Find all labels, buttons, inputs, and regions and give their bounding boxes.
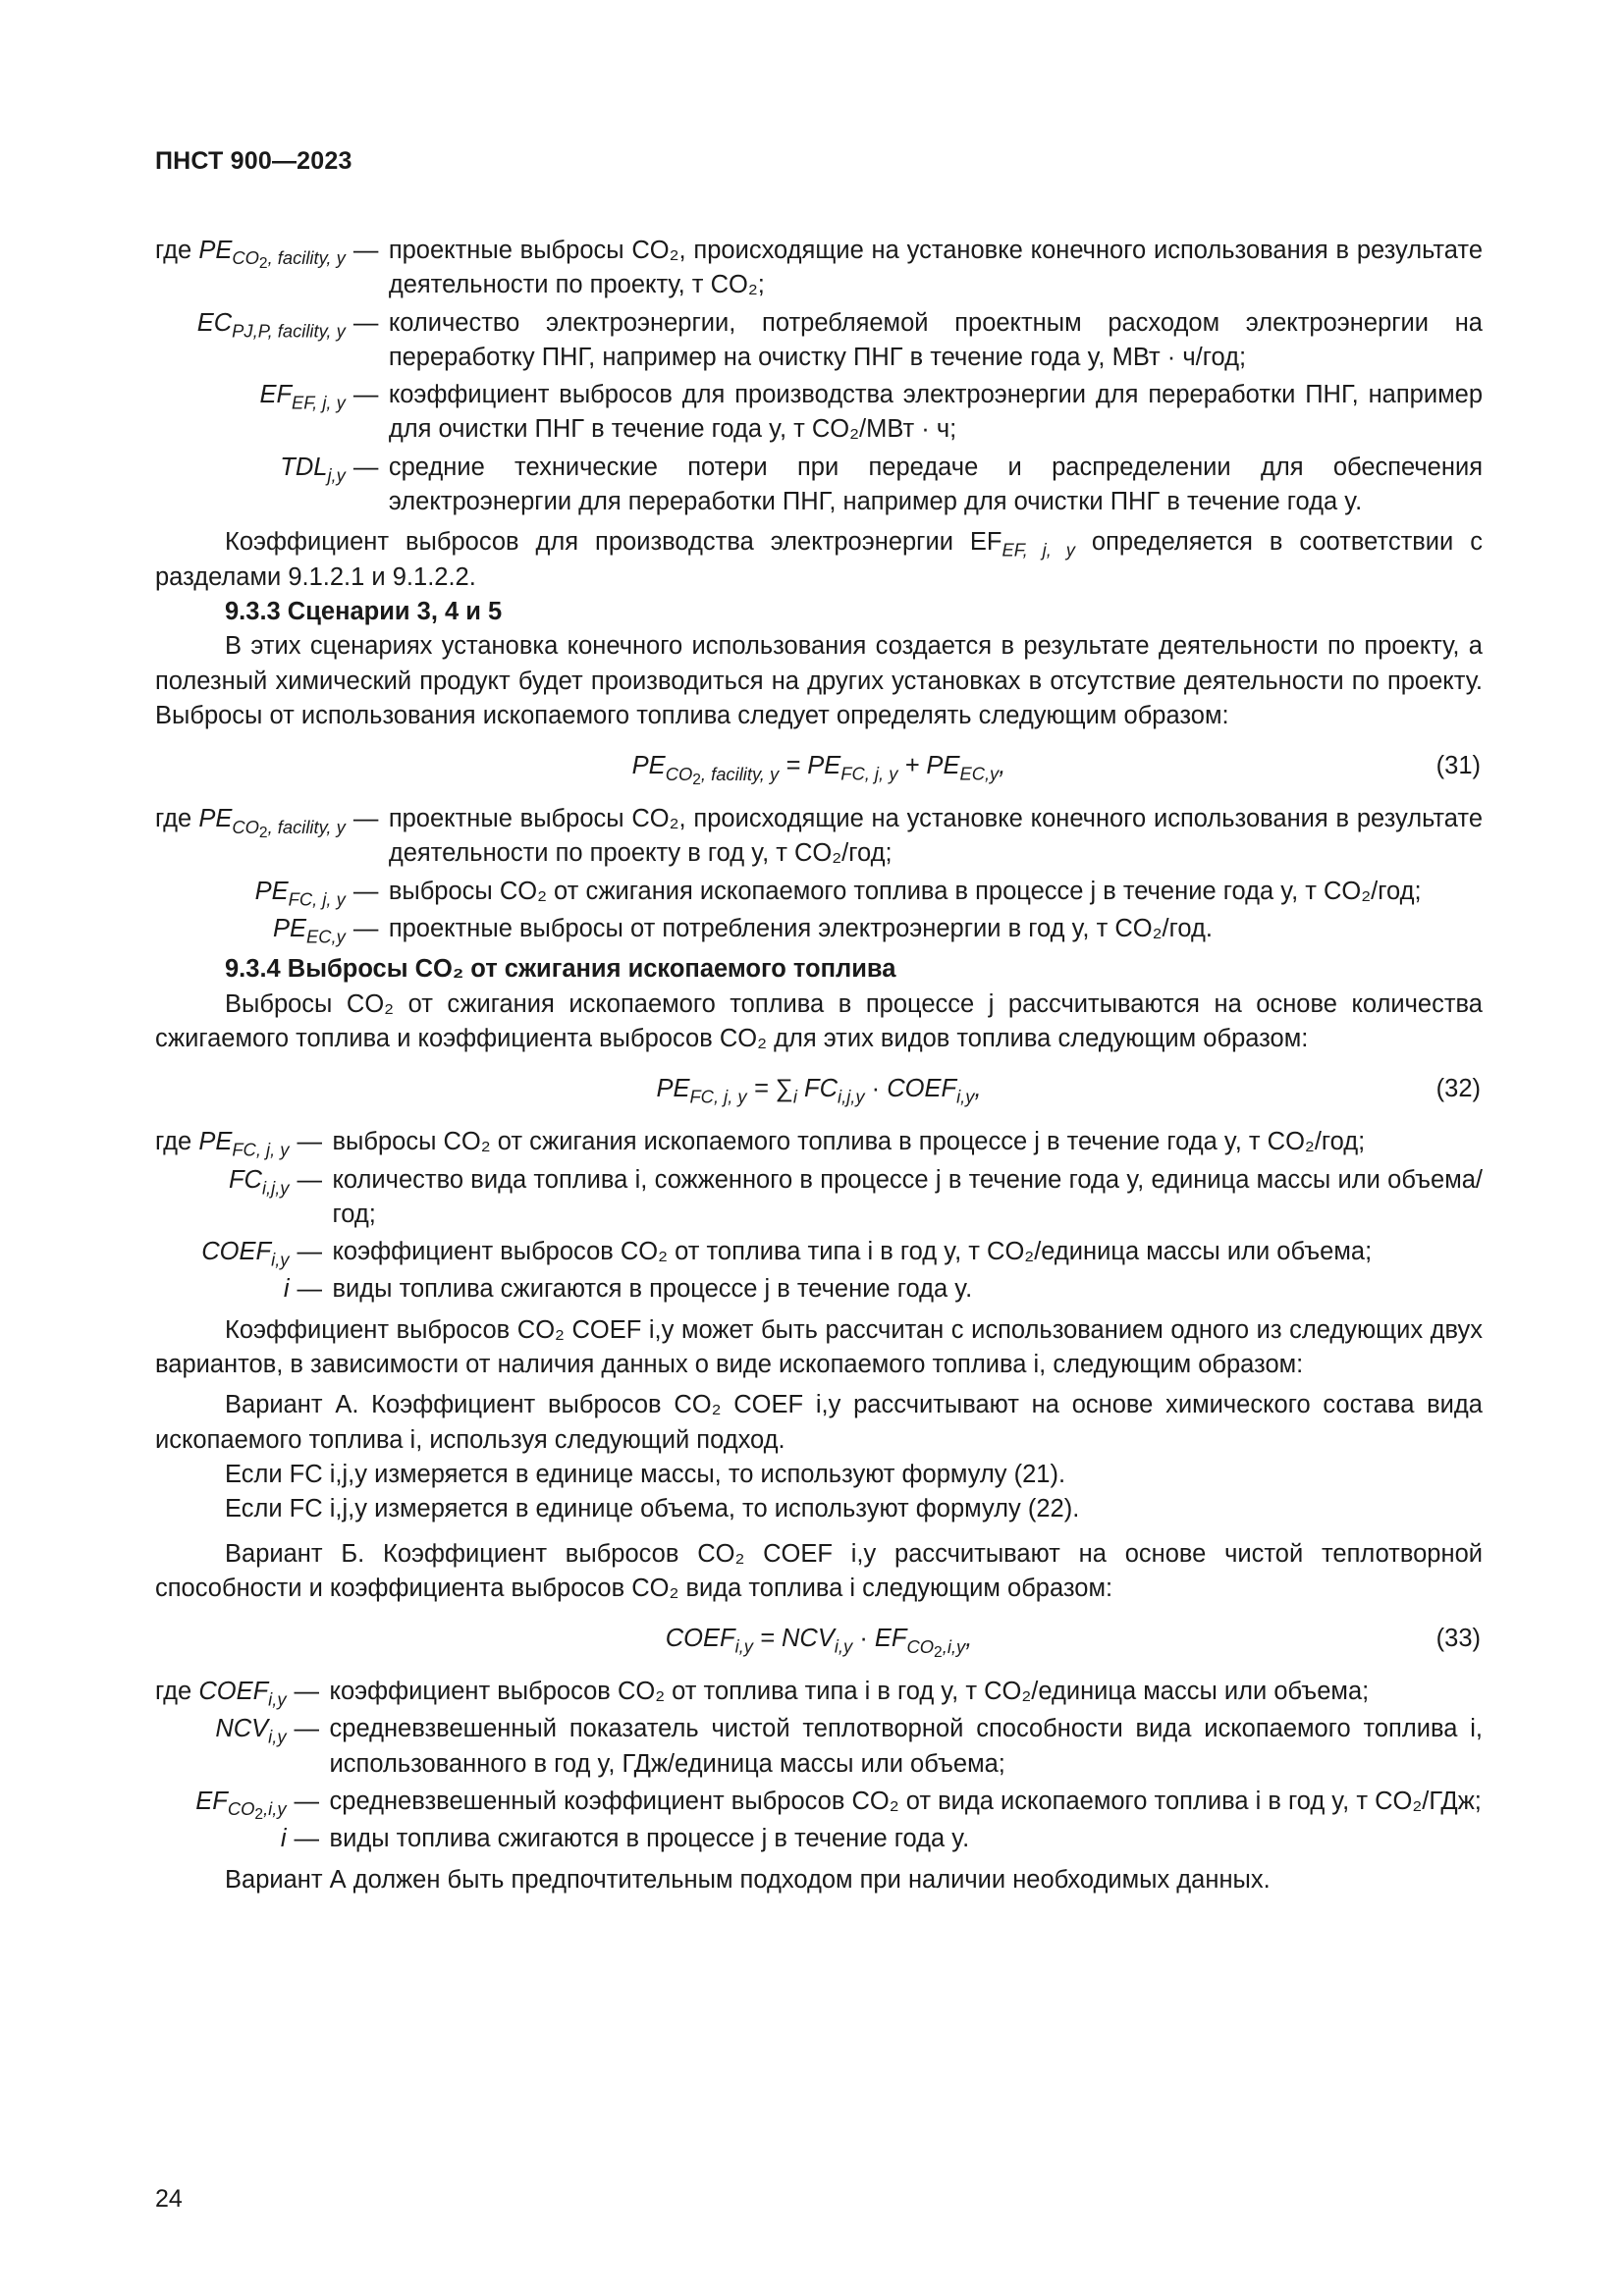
definition-symbol: $PE_{EC,y}$: [272, 915, 346, 947]
paragraph-variant-b: Вариант Б. Коэффициент выбросов CO₂ COEF i,y рассчитывают на основе чистой теплотворной способности и коэффициента выбросов CO₂ вида топлива i следующим образом:: [155, 1539, 1483, 1602]
paragraph-variant-a: Вариант А. Коэффициент выбросов CO₂ COEF i,y рассчитывают на основе химического состава вида ископаемого топлива i, используя следующий подход.: [155, 1391, 1483, 1454]
equation-31-expression: $PE_{CO_2, facility, y} = PE_{FC, j, y} + PE_{EC,y}$,: [631, 752, 1006, 788]
section-9-3-3-text: В этих сценариях установка конечного использования создается в результате деятельности по проекту, а полезный химический продукт будет производиться на других установках в отсутствие деятельности по проекту. Выбросы от использования ископаемого топлива следует определять следующим образом:: [155, 632, 1483, 729]
paragraph-coef-options: Коэффициент выбросов CO₂ COEF i,y может быть рассчитан с использованием одного из следующих двух вариантов, в зависимости от наличия данных о виде ископаемого топлива i, следующим образом:: [155, 1315, 1483, 1379]
definitions-block-4: [155, 1675, 1483, 1856]
equation-33-number: (33): [1435, 1625, 1481, 1653]
definition-symbol: $FC_{i,j,y}$: [228, 1165, 290, 1198]
definition-row: i — виды топлива сжигаются в процессе j в течение года y.: [155, 1269, 1483, 1307]
definition-text: средние технические потери при передаче и распределении для обеспечения электроэнергии для переработки ПНГ, например для очистки ПНГ в течение года y.: [388, 453, 1483, 516]
definition-symbol: $EC_{PJ,P, facility, y}$: [196, 308, 346, 342]
paragraph-ef-coefficient: Коэффициент выбросов для производства электроэнергии $EF_{EF, j, y}$ определяется в соответствии с разделами 9.1.2.1 и 9.1.2.2.: [155, 528, 1483, 591]
definition-text: средневзвешенный показатель чистой теплотворной способности вида ископаемого топлива i, использованного в год y, ГДж/единица массы или объема;: [329, 1715, 1483, 1778]
definition-row: $EC_{PJ,P, facility, y}$ — количество электроэнергии, потребляемой проектным расходом электроэнергии на переработку ПНГ, например на очистку ПНГ в течение года y, МВт · ч/год;: [155, 303, 1483, 376]
definition-text: виды топлива сжигаются в процессе j в течение года y.: [332, 1275, 973, 1304]
definition-text: коэффициент выбросов CO₂ от топлива типа i в год y, т CO₂/единица массы или объема;: [329, 1678, 1370, 1706]
definition-symbol: $NCV_{i,y}$: [215, 1715, 287, 1747]
definition-symbol: где $PE_{CO_2, facility, y}$: [155, 237, 346, 273]
definition-text: коэффициент выбросов CO₂ от топлива типа i в год y, т CO₂/единица массы или объема;: [332, 1238, 1373, 1266]
definition-row: $NCV_{i,y}$ — средневзвешенный показатель чистой теплотворной способности вида ископаемого топлива i, использованного в год y, ГДж/единица массы или объема;: [155, 1709, 1483, 1782]
definition-symbol: где $COEF_{i,y}$: [155, 1678, 287, 1710]
definition-row: $FC_{i,j,y}$ — количество вида топлива i, сожженного в процессе j в течение года y, единица массы или объема/год;: [155, 1160, 1483, 1233]
equation-32: [155, 1066, 1483, 1109]
definition-text: количество вида топлива i, сожженного в процессе j в течение года y, единица массы или объема/год;: [332, 1165, 1483, 1228]
page-number: 24: [155, 2185, 183, 2213]
definitions-block-2: [155, 802, 1483, 946]
definition-row: $TDL_{j,y}$ — средние технические потери при передаче и распределении для обеспечения электроэнергии для переработки ПНГ, например для очистки ПНГ в течение года y.: [155, 448, 1483, 520]
definition-symbol: i: [280, 1825, 287, 1853]
definition-symbol: $TDL_{j,y}$: [280, 453, 346, 486]
definition-row: $COEF_{i,y}$ — коэффициент выбросов CO₂ от топлива типа i в год y, т CO₂/единица массы или объема;: [155, 1232, 1483, 1269]
definition-row: [155, 234, 1483, 303]
paragraph-mass-unit: Если FC i,j,y измеряется в единице массы, то используют формулу (21).: [225, 1460, 1066, 1488]
definitions-block-1: [155, 234, 1483, 519]
definition-symbol: $COEF_{i,y}$: [201, 1238, 290, 1270]
section-9-3-4-heading: 9.3.4 Выбросы CO₂ от сжигания ископаемого топлива: [225, 955, 896, 984]
section-9-3-3-heading: 9.3.3 Сценарии 3, 4 и 5: [225, 597, 503, 625]
equation-31-number: (31): [1435, 752, 1481, 780]
definition-row: где $COEF_{i,y}$ — коэффициент выбросов CO₂ от топлива типа i в год y, т CO₂/единица массы или объема;: [155, 1675, 1483, 1709]
equation-32-number: (32): [1435, 1075, 1481, 1103]
definition-text: виды топлива сжигаются в процессе j в течение года y.: [329, 1825, 970, 1853]
definition-row: i — виды топлива сжигаются в процессе j в течение года y.: [155, 1819, 1483, 1856]
definition-row: где $PE_{CO_2, facility, y}$ — проектные выбросы CO₂, происходящие на установке конечного использования в результате деятельности по проекту в год y, т CO₂/год;: [155, 802, 1483, 872]
definition-row: где $PE_{FC, j, y}$ — выбросы CO₂ от сжигания ископаемого топлива в процессе j в течение года y, т CO₂/год;: [155, 1125, 1483, 1159]
definition-symbol: где $PE_{FC, j, y}$: [155, 1128, 290, 1160]
definition-text: средневзвешенный коэффициент выбросов CO₂ от вида ископаемого топлива i в год y, т CO₂/ГДж;: [329, 1787, 1482, 1815]
equation-32-expression: $PE_{FC, j, y} = \sum_i$ $FC_{i,j,y}$ · $COEF_{i,y}$,: [656, 1075, 982, 1107]
definition-text: выбросы CO₂ от сжигания ископаемого топлива в процессе j в течение года y, т CO₂/год;: [388, 877, 1422, 905]
definition-row: $EF_{EF, j, y}$ — коэффициент выбросов для производства электроэнергии для переработки ПНГ, например для очистки ПНГ в течение года y, т CO₂/МВт · ч;: [155, 375, 1483, 448]
definition-text: проектные выбросы от потребления электроэнергии в год y, т CO₂/год.: [388, 915, 1213, 943]
definition-symbol: где $PE_{CO_2, facility, y}$: [155, 805, 346, 841]
definition-row: $EF_{CO_2,i,y}$ — средневзвешенный коэффициент выбросов CO₂ от вида ископаемого топлива i в год y, т CO₂/ГДж;: [155, 1782, 1483, 1819]
definitions-block-3: [155, 1125, 1483, 1307]
definition-dash: —: [352, 237, 379, 264]
definition-text: выбросы CO₂ от сжигания ископаемого топлива в процессе j в течение года y, т CO₂/год;: [332, 1128, 1366, 1156]
definition-text: проектные выбросы CO₂, происходящие на установке конечного использования в результате деятельности по проекту в год y, т CO₂/год;: [388, 805, 1483, 868]
equation-31: [155, 743, 1483, 786]
definition-text: проектные выбросы CO₂, происходящие на установке конечного использования в результате деятельности по проекту, т CO₂;: [388, 237, 1483, 299]
definition-row: $PE_{EC,y}$ — проектные выбросы от потребления электроэнергии в год y, т CO₂/год.: [155, 909, 1483, 946]
definition-text: количество электроэнергии, потребляемой проектным расходом электроэнергии на переработку ПНГ, например на очистку ПНГ в течение года y, МВт · ч/год;: [388, 308, 1483, 371]
equation-33: [155, 1616, 1483, 1659]
paragraph-volume-unit: Если FC i,j,y измеряется в единице объема, то используют формулу (22).: [225, 1495, 1080, 1523]
definition-symbol: $EF_{CO_2,i,y}$: [195, 1787, 287, 1824]
document-body: [155, 234, 1483, 1897]
definition-row: $PE_{FC, j, y}$ — выбросы CO₂ от сжигания ископаемого топлива в процессе j в течение года y, т CO₂/год;: [155, 872, 1483, 909]
definition-text: коэффициент выбросов для производства электроэнергии для переработки ПНГ, например для очистки ПНГ в течение года y, т CO₂/МВт · ч;: [388, 381, 1483, 444]
definition-symbol: $EF_{EF, j, y}$: [259, 381, 346, 413]
section-9-3-4-text: Выбросы CO₂ от сжигания ископаемого топлива в процессе j рассчитываются на основе количества сжигаемого топлива и коэффициента выбросов CO₂ для этих видов топлива следующим образом:: [155, 989, 1483, 1052]
definition-symbol: i: [283, 1275, 290, 1304]
paragraph-final: Вариант А должен быть предпочтительным подходом при наличии необходимых данных.: [225, 1865, 1271, 1894]
definition-symbol: $PE_{FC, j, y}$: [254, 877, 346, 910]
document-header: ПНСТ 900—2023: [155, 147, 352, 175]
equation-33-expression: $COEF_{i,y} = NCV_{i,y} \cdot EF_{CO_2,i,y}$,: [665, 1625, 973, 1661]
